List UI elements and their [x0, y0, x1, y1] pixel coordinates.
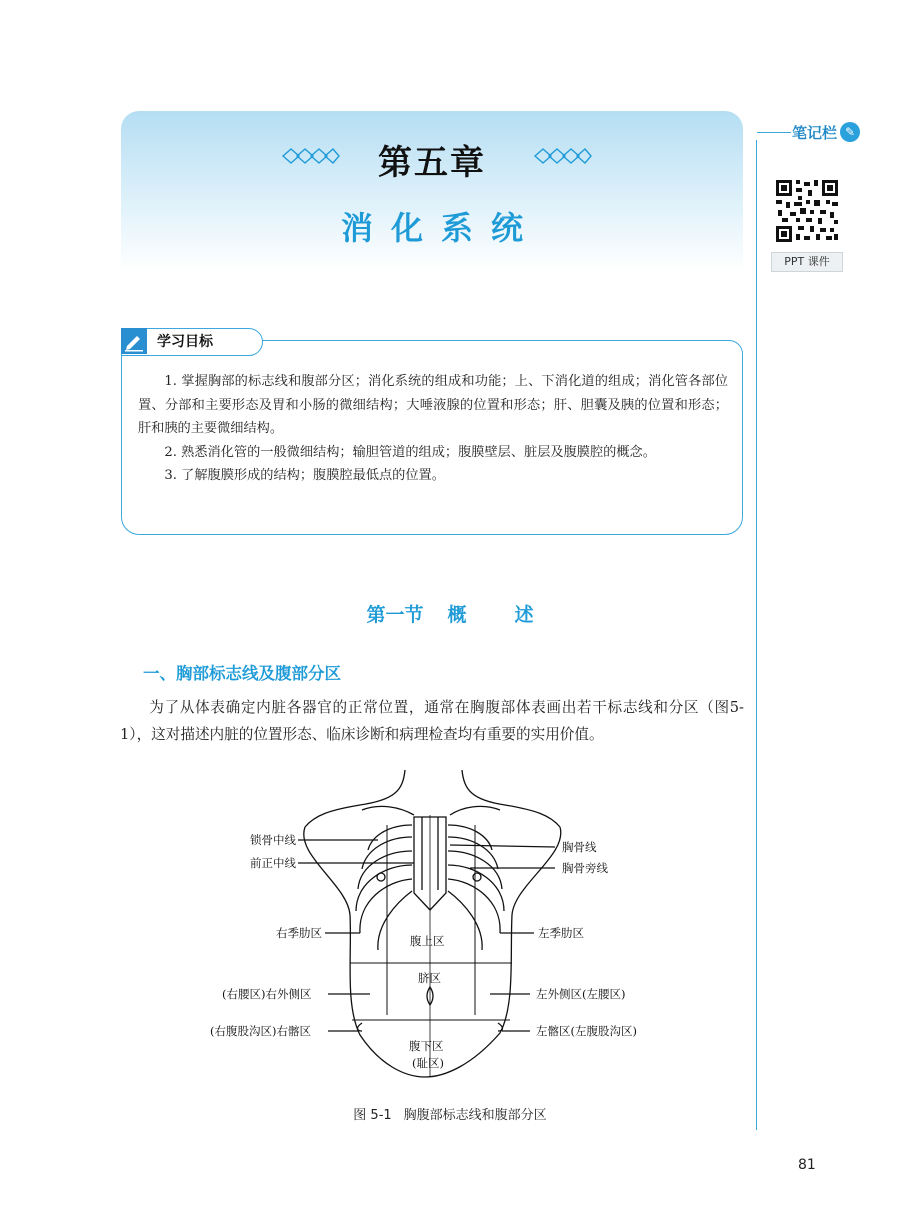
- notes-icon: ✎: [840, 122, 860, 142]
- diamond-ornament-right: [533, 147, 593, 165]
- qr-code-icon[interactable]: [774, 176, 840, 244]
- subsection-title: 一、胸部标志线及腹部分区: [143, 664, 341, 683]
- margin-divider: [756, 140, 757, 1130]
- section-name-1: 概: [447, 604, 467, 626]
- label-epigastric: 腹上区: [410, 934, 445, 948]
- label-anterior-midline: 前正中线: [250, 856, 296, 870]
- label-sternal-line: 胸骨线: [562, 840, 597, 854]
- body-paragraph: [120, 694, 744, 748]
- section-number: 第一节: [366, 604, 424, 626]
- objective-item: 1. 掌握胸部的标志线和腹部分区；消化系统的组成和功能；上、下消化道的组成；消化管各部位置、分部和主要形态及胃和小肠的微细结构；大唾液腺的位置和形态；肝、胆囊及胰的位置和形态；肝和胰的主要微细结构。: [138, 374, 728, 436]
- section-name-2: 述: [514, 604, 534, 626]
- label-umbilical: 脐区: [418, 971, 441, 985]
- label-hypogastric: 腹下区: [409, 1039, 444, 1053]
- notes-label: 笔记栏: [792, 124, 838, 142]
- chapter-number: 第五章: [378, 143, 486, 183]
- label-right-lateral: (右腰区)右外侧区: [222, 987, 312, 1001]
- figure-number: 图 5-1: [353, 1108, 392, 1123]
- label-parasternal-line: 胸骨旁线: [562, 861, 608, 875]
- torso-diagram: [200, 765, 670, 1095]
- page-number: 81: [798, 1157, 816, 1173]
- section-title: [0, 600, 900, 627]
- label-left-hypochondriac: 左季肋区: [538, 926, 584, 940]
- objectives-list: [138, 370, 728, 488]
- label-left-iliac: 左髂区(左腹股沟区): [536, 1024, 637, 1038]
- label-right-hypochondriac: 右季肋区: [276, 926, 322, 940]
- label-right-iliac: (右腹股沟区)右髂区: [210, 1024, 311, 1038]
- chapter-banner: [121, 111, 743, 271]
- notes-rule: [757, 132, 791, 133]
- paragraph-text: 为了从体表确定内脏各器官的正常位置，通常在胸腹部体表画出若干标志线和分区（图5-1），这对描述内脏的位置形态、临床诊断和病理检查均有重要的实用价值。: [120, 699, 744, 743]
- label-clavicle-midline: 锁骨中线: [250, 833, 296, 847]
- label-left-lateral: 左外侧区(左腰区): [536, 987, 626, 1001]
- pencil-icon: [121, 328, 147, 354]
- figure-caption: [0, 1104, 900, 1123]
- figure-caption-text: 胸腹部标志线和腹部分区: [403, 1108, 547, 1123]
- objective-item: 2. 熟悉消化管的一般微细结构；输胆管道的组成；腹膜壁层、脏层及腹膜腔的概念。: [164, 444, 656, 460]
- objectives-title: 学习目标: [157, 334, 213, 350]
- objective-item: 3. 了解腹膜形成的结构；腹膜腔最低点的位置。: [164, 468, 445, 483]
- ppt-courseware-label[interactable]: PPT 课件: [771, 252, 843, 272]
- label-pubic: (耻区): [412, 1056, 444, 1070]
- chapter-title: 消化系统: [340, 209, 541, 247]
